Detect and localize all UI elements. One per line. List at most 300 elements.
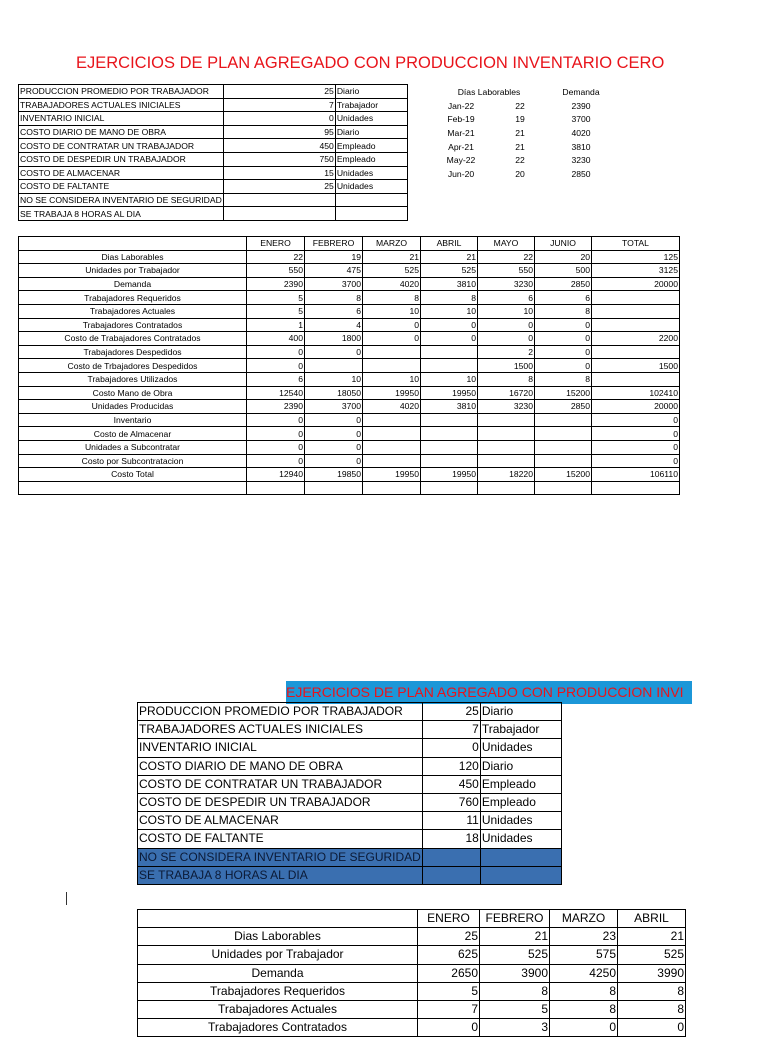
value-cell: 0 (305, 413, 363, 427)
value-cell (535, 481, 592, 495)
parameter-label: COSTO DE ALMACENAR (19, 166, 224, 180)
table-row (19, 264, 680, 278)
value-cell: 125 (592, 250, 680, 264)
column-header: FEBRERO (480, 910, 550, 928)
table-row (19, 454, 680, 468)
demand-row (430, 113, 614, 127)
working-days-value: 22 (515, 155, 525, 166)
row-label: Costo de Trbajadores Despedidos (19, 359, 247, 373)
value-cell: 20 (535, 250, 592, 264)
row-label: Trabajadores Requeridos (19, 291, 247, 305)
parameter-value: 760 (422, 793, 480, 811)
parameter-row (138, 775, 562, 793)
value-cell (478, 440, 535, 454)
table-row (19, 413, 680, 427)
value-cell: 12540 (247, 386, 305, 400)
parameter-value: 95 (223, 125, 335, 139)
row-label: Unidades por Trabajador (19, 264, 247, 278)
value-cell (592, 304, 680, 318)
parameter-unit: Unidades (335, 112, 407, 126)
table-row (19, 304, 680, 318)
table-row (19, 332, 680, 346)
value-cell: 0 (421, 318, 478, 332)
value-cell: 23 (550, 928, 618, 946)
parameter-value: 750 (223, 152, 335, 166)
column-header: MAYO (478, 237, 535, 251)
row-label: Unidades por Trabajador (138, 946, 418, 964)
value-cell: 550 (478, 264, 535, 278)
table-row (138, 964, 686, 982)
value-cell: 19950 (421, 386, 478, 400)
value-cell: 8 (421, 291, 478, 305)
empty-cell (335, 207, 407, 221)
demand-value: 4020 (571, 128, 591, 139)
table-row (138, 946, 686, 964)
column-header: ABRIL (421, 237, 478, 251)
value-cell: 19950 (363, 468, 421, 482)
value-cell: 475 (305, 264, 363, 278)
working-days-value: 21 (515, 141, 525, 152)
value-cell (478, 427, 535, 441)
parameter-unit: Trabajador (480, 721, 561, 739)
table-row (138, 1019, 686, 1037)
value-cell: 19850 (305, 468, 363, 482)
parameter-value: 25 (223, 180, 335, 194)
row-label: Costo por Subcontratacion (19, 454, 247, 468)
sheet1-parameters-table (18, 84, 408, 221)
value-cell: 0 (247, 413, 305, 427)
column-header: TOTAL (592, 237, 680, 251)
parameter-value: 450 (223, 139, 335, 153)
parameter-unit: Trabajador (335, 98, 407, 112)
parameter-unit: Unidades (480, 812, 561, 830)
row-label: Dias Laborables (138, 928, 418, 946)
value-cell: 3700 (305, 400, 363, 414)
value-cell: 1500 (592, 359, 680, 373)
value-cell: 3990 (618, 964, 686, 982)
value-cell: 525 (480, 946, 550, 964)
value-cell: 8 (550, 1000, 618, 1018)
row-label: Trabajadores Contratados (138, 1019, 418, 1037)
value-cell: 0 (592, 427, 680, 441)
value-cell: 0 (247, 427, 305, 441)
value-cell: 0 (363, 332, 421, 346)
table-row (19, 318, 680, 332)
empty-cell (422, 866, 480, 884)
parameter-unit: Diario (480, 757, 561, 775)
month-label: Jan-22 (447, 100, 475, 111)
value-cell: 2390 (247, 277, 305, 291)
parameter-label: COSTO DE ALMACENAR (138, 812, 423, 830)
value-cell: 2200 (592, 332, 680, 346)
parameter-note: NO SE CONSIDERA INVENTARIO DE SEGURIDAD (138, 848, 423, 866)
value-cell: 8 (363, 291, 421, 305)
row-label: Unidades Producidas (19, 400, 247, 414)
value-cell (363, 440, 421, 454)
parameter-unit: Unidades (480, 830, 561, 848)
text-cursor (66, 892, 67, 905)
row-label: Dias Laborables (19, 250, 247, 264)
row-label: Trabajadores Utilizados (19, 372, 247, 386)
empty-cell (422, 848, 480, 866)
value-cell: 0 (478, 318, 535, 332)
value-cell: 0 (478, 332, 535, 346)
value-cell: 18220 (478, 468, 535, 482)
column-header: MARZO (363, 237, 421, 251)
value-cell: 10 (363, 304, 421, 318)
parameter-row (138, 739, 562, 757)
value-cell: 0 (535, 332, 592, 346)
demand-row (430, 140, 614, 154)
parameter-unit: Diario (335, 125, 407, 139)
value-cell: 5 (418, 982, 480, 1000)
column-header: JUNIO (535, 237, 592, 251)
value-cell (421, 440, 478, 454)
parameter-row (19, 85, 408, 99)
value-cell (592, 481, 680, 495)
value-cell: 2650 (418, 964, 480, 982)
value-cell: 3 (480, 1019, 550, 1037)
parameter-unit: Empleado (480, 775, 561, 793)
row-label: Trabajadores Actuales (138, 1000, 418, 1018)
column-header: MARZO (550, 910, 618, 928)
value-cell (421, 454, 478, 468)
value-cell: 2 (478, 345, 535, 359)
table-row (19, 277, 680, 291)
table-row (19, 468, 680, 482)
value-cell: 20000 (592, 277, 680, 291)
month-label: Apr-21 (448, 141, 474, 152)
value-cell: 0 (247, 345, 305, 359)
column-header: ENERO (418, 910, 480, 928)
working-days-value: 21 (515, 128, 525, 139)
table-row (19, 440, 680, 454)
parameter-row (138, 848, 562, 866)
table-row (138, 928, 686, 946)
value-cell: 525 (421, 264, 478, 278)
value-cell: 0 (618, 1019, 686, 1037)
empty-cell (480, 866, 561, 884)
value-cell: 0 (592, 454, 680, 468)
value-cell: 16720 (478, 386, 535, 400)
value-cell: 8 (480, 982, 550, 1000)
value-cell: 5 (480, 1000, 550, 1018)
parameter-value: 120 (422, 757, 480, 775)
month-label: Mar-21 (447, 128, 475, 139)
value-cell: 0 (363, 318, 421, 332)
value-cell: 6 (305, 304, 363, 318)
parameter-row (19, 139, 408, 153)
parameter-label: COSTO DE FALTANTE (19, 180, 224, 194)
row-label: Costo de Almacenar (19, 427, 247, 441)
value-cell: 4020 (363, 400, 421, 414)
value-cell: 0 (592, 413, 680, 427)
parameter-value: 18 (422, 830, 480, 848)
value-cell: 3810 (421, 400, 478, 414)
row-label: Trabajadores Actuales (19, 304, 247, 318)
sheet1-demand-list (430, 86, 614, 181)
parameter-row (19, 207, 408, 221)
value-cell: 6 (478, 291, 535, 305)
parameter-row (138, 830, 562, 848)
value-cell: 8 (618, 982, 686, 1000)
value-cell: 10 (363, 372, 421, 386)
value-cell: 625 (418, 946, 480, 964)
parameter-label: TRABAJADORES ACTUALES INICIALES (19, 98, 224, 112)
value-cell (305, 481, 363, 495)
value-cell: 1500 (478, 359, 535, 373)
value-cell (363, 454, 421, 468)
month-label: Feb-19 (447, 114, 475, 125)
value-cell: 22 (478, 250, 535, 264)
value-cell: 0 (305, 427, 363, 441)
value-cell: 8 (550, 982, 618, 1000)
table-row (19, 427, 680, 441)
parameter-label: TRABAJADORES ACTUALES INICIALES (138, 721, 423, 739)
working-days-value: 22 (515, 100, 525, 111)
column-header: ABRIL (618, 910, 686, 928)
value-cell: 0 (247, 454, 305, 468)
value-cell: 4250 (550, 964, 618, 982)
value-cell: 0 (305, 440, 363, 454)
parameter-row (138, 721, 562, 739)
value-cell: 1800 (305, 332, 363, 346)
table-row (19, 372, 680, 386)
value-cell (478, 481, 535, 495)
parameter-row (138, 866, 562, 884)
parameter-note: SE TRABAJA 8 HORAS AL DIA (19, 207, 224, 221)
value-cell (535, 427, 592, 441)
value-cell: 3810 (421, 277, 478, 291)
value-cell: 0 (247, 359, 305, 373)
demand-row (430, 168, 614, 182)
value-cell (421, 427, 478, 441)
value-cell: 5 (247, 291, 305, 305)
parameter-value: 0 (422, 739, 480, 757)
value-cell: 8 (535, 304, 592, 318)
value-cell (421, 359, 478, 373)
empty-cell (223, 193, 335, 207)
table-row (19, 345, 680, 359)
table-row (19, 386, 680, 400)
value-cell: 8 (305, 291, 363, 305)
value-cell: 21 (363, 250, 421, 264)
parameter-label: INVENTARIO INICIAL (19, 112, 224, 126)
demand-value: 2390 (571, 100, 591, 111)
value-cell (535, 454, 592, 468)
value-cell: 18050 (305, 386, 363, 400)
parameter-value: 25 (223, 85, 335, 99)
value-cell: 19950 (363, 386, 421, 400)
parameter-row (138, 757, 562, 775)
parameter-unit: Empleado (335, 152, 407, 166)
value-cell: 1 (247, 318, 305, 332)
demand-value: 3230 (571, 155, 591, 166)
value-cell: 3230 (478, 277, 535, 291)
value-cell: 550 (247, 264, 305, 278)
value-cell: 3230 (478, 400, 535, 414)
value-cell: 0 (305, 345, 363, 359)
value-cell: 4 (305, 318, 363, 332)
value-cell (592, 345, 680, 359)
value-cell (421, 345, 478, 359)
table-row (19, 481, 680, 495)
value-cell: 2850 (535, 277, 592, 291)
value-cell (421, 413, 478, 427)
column-header: FEBRERO (305, 237, 363, 251)
parameter-value: 7 (223, 98, 335, 112)
value-cell: 400 (247, 332, 305, 346)
value-cell: 4020 (363, 277, 421, 291)
table-row (19, 359, 680, 373)
parameter-value: 0 (223, 112, 335, 126)
demand-row (430, 100, 614, 114)
value-cell: 6 (535, 291, 592, 305)
parameter-unit: Empleado (335, 139, 407, 153)
value-cell (421, 481, 478, 495)
value-cell: 0 (305, 454, 363, 468)
parameter-row (138, 812, 562, 830)
value-cell: 2850 (535, 400, 592, 414)
sheet1-title: EJERCICIOS DE PLAN AGREGADO CON PRODUCCION INVENTARIO CERO (76, 54, 665, 72)
value-cell (478, 413, 535, 427)
value-cell (363, 345, 421, 359)
value-cell: 0 (247, 440, 305, 454)
row-label: Trabajadores Contratados (19, 318, 247, 332)
value-cell: 575 (550, 946, 618, 964)
value-cell (592, 318, 680, 332)
demand-row (430, 154, 614, 168)
value-cell (363, 359, 421, 373)
empty-cell (335, 193, 407, 207)
value-cell: 10 (478, 304, 535, 318)
demand-header: Demanda (562, 87, 600, 98)
demand-value: 3810 (571, 141, 591, 152)
parameter-label: COSTO DE FALTANTE (138, 830, 423, 848)
parameter-value: 25 (422, 703, 480, 721)
table-row (19, 250, 680, 264)
value-cell: 0 (535, 318, 592, 332)
parameter-unit: Unidades (335, 166, 407, 180)
row-label: Unidades a Subcontratar (19, 440, 247, 454)
row-label: Inventario (19, 413, 247, 427)
sheet2-plan-table (137, 909, 686, 1037)
row-label: Demanda (19, 277, 247, 291)
value-cell (305, 359, 363, 373)
value-cell: 22 (247, 250, 305, 264)
parameter-label: COSTO DE CONTRATAR UN TRABAJADOR (19, 139, 224, 153)
demand-row (430, 127, 614, 141)
column-header (138, 910, 418, 928)
parameter-note: NO SE CONSIDERA INVENTARIO DE SEGURIDAD (20, 195, 222, 206)
parameter-unit: Diario (335, 85, 407, 99)
value-cell: 2390 (247, 400, 305, 414)
header-row (138, 910, 686, 928)
table-row (19, 400, 680, 414)
parameter-row (19, 112, 408, 126)
sheet1-plan-table (18, 236, 680, 495)
value-cell (592, 291, 680, 305)
value-cell: 3700 (305, 277, 363, 291)
sheet2-title: EJERCICIOS DE PLAN AGREGADO CON PRODUCCION INVI (286, 681, 692, 704)
value-cell: 25 (418, 928, 480, 946)
working-days-value: 20 (515, 168, 525, 179)
value-cell: 12940 (247, 468, 305, 482)
row-label (19, 481, 247, 495)
row-label: Trabajadores Despedidos (19, 345, 247, 359)
parameter-label: PRODUCCION PROMEDIO POR TRABAJADOR (19, 85, 224, 99)
value-cell (363, 413, 421, 427)
value-cell: 19950 (421, 468, 478, 482)
parameter-row (19, 166, 408, 180)
value-cell: 5 (247, 304, 305, 318)
parameter-row (19, 180, 408, 194)
parameter-row (138, 793, 562, 811)
table-row (19, 291, 680, 305)
value-cell (478, 454, 535, 468)
parameter-unit: Unidades (335, 180, 407, 194)
parameter-value: 7 (422, 721, 480, 739)
empty-cell (480, 848, 561, 866)
parameter-row (138, 703, 562, 721)
sheet2-parameters-table (137, 702, 562, 885)
parameter-row (19, 193, 408, 207)
parameter-value: 450 (422, 775, 480, 793)
parameter-value: 15 (223, 166, 335, 180)
month-label: May-22 (446, 155, 476, 166)
value-cell: 0 (535, 345, 592, 359)
value-cell: 10 (305, 372, 363, 386)
value-cell: 3125 (592, 264, 680, 278)
parameter-value: 11 (422, 812, 480, 830)
parameter-row (19, 125, 408, 139)
parameter-unit: Diario (480, 703, 561, 721)
row-label: Costo Mano de Obra (19, 386, 247, 400)
value-cell: 15200 (535, 468, 592, 482)
value-cell: 102410 (592, 386, 680, 400)
value-cell: 3900 (480, 964, 550, 982)
row-label: Costo Total (19, 468, 247, 482)
row-label: Costo de Trabajadores Contratados (19, 332, 247, 346)
demand-value: 2850 (571, 168, 591, 179)
row-label: Demanda (138, 964, 418, 982)
value-cell: 0 (421, 332, 478, 346)
working-days-header: Días Laborables (457, 87, 521, 98)
value-cell: 0 (592, 440, 680, 454)
value-cell: 20000 (592, 400, 680, 414)
value-cell: 8 (535, 372, 592, 386)
value-cell: 21 (480, 928, 550, 946)
value-cell: 19 (305, 250, 363, 264)
value-cell: 10 (421, 372, 478, 386)
parameter-label: COSTO DE DESPEDIR UN TRABAJADOR (19, 152, 224, 166)
parameter-label: COSTO DIARIO DE MANO DE OBRA (138, 757, 423, 775)
value-cell (247, 481, 305, 495)
table-row (138, 982, 686, 1000)
value-cell: 525 (363, 264, 421, 278)
parameter-label: COSTO DE CONTRATAR UN TRABAJADOR (138, 775, 423, 793)
parameter-label: COSTO DE DESPEDIR UN TRABAJADOR (138, 793, 423, 811)
value-cell: 0 (535, 359, 592, 373)
value-cell (535, 413, 592, 427)
value-cell (363, 481, 421, 495)
value-cell: 8 (478, 372, 535, 386)
header-row (19, 237, 680, 251)
demand-value: 3700 (571, 114, 591, 125)
row-label: Trabajadores Requeridos (138, 982, 418, 1000)
value-cell (363, 427, 421, 441)
parameter-unit: Unidades (480, 739, 561, 757)
